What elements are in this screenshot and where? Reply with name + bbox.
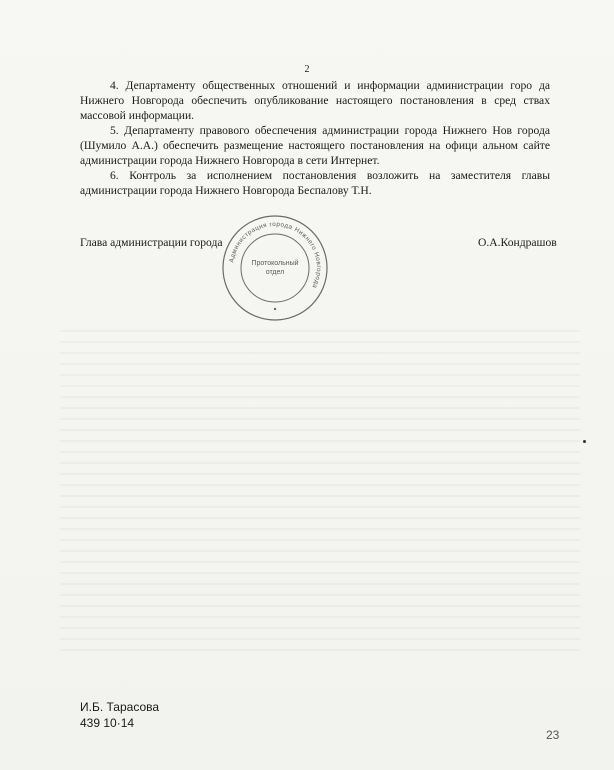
official-stamp bbox=[220, 213, 330, 323]
stamp-center-line2: отдел bbox=[265, 269, 285, 276]
signatory-name: О.А.Кондрашов bbox=[478, 236, 557, 249]
scan-speck bbox=[583, 440, 586, 443]
paragraph-5: 5. Департаменту правового обеспечения администрации города Нижнего Нов города (Шумило А.А.) обеспечить размещение настоящего постановления на офици альном сайте администрации города Нижнего Новгорода в сети Интернет. bbox=[80, 124, 550, 167]
executor-name: И.Б. Тарасова bbox=[80, 700, 160, 714]
sheet-number: 23 bbox=[546, 728, 560, 742]
stamp-center-line1: Протокольный bbox=[251, 260, 299, 267]
signatory-position: Глава администрации города bbox=[80, 236, 223, 249]
bleed-through-text bbox=[60, 330, 580, 660]
paragraph-6: 6. Контроль за исполнением постановления возложить на заместителя главы администрации города Нижнего Новгорода Беспалову Т.Н. bbox=[80, 169, 550, 197]
stamp-ring-text: Администрация города Нижнего Новгорода bbox=[228, 220, 323, 290]
paragraph-4: 4. Департаменту общественных отношений и информации администрации горо да Нижнего Новгорода обеспечить опубликование настоящего постановления в сред ствах массовой информации. bbox=[80, 79, 550, 122]
page-number: 2 bbox=[304, 64, 310, 75]
executor-phone: 439 10·14 bbox=[80, 716, 135, 730]
